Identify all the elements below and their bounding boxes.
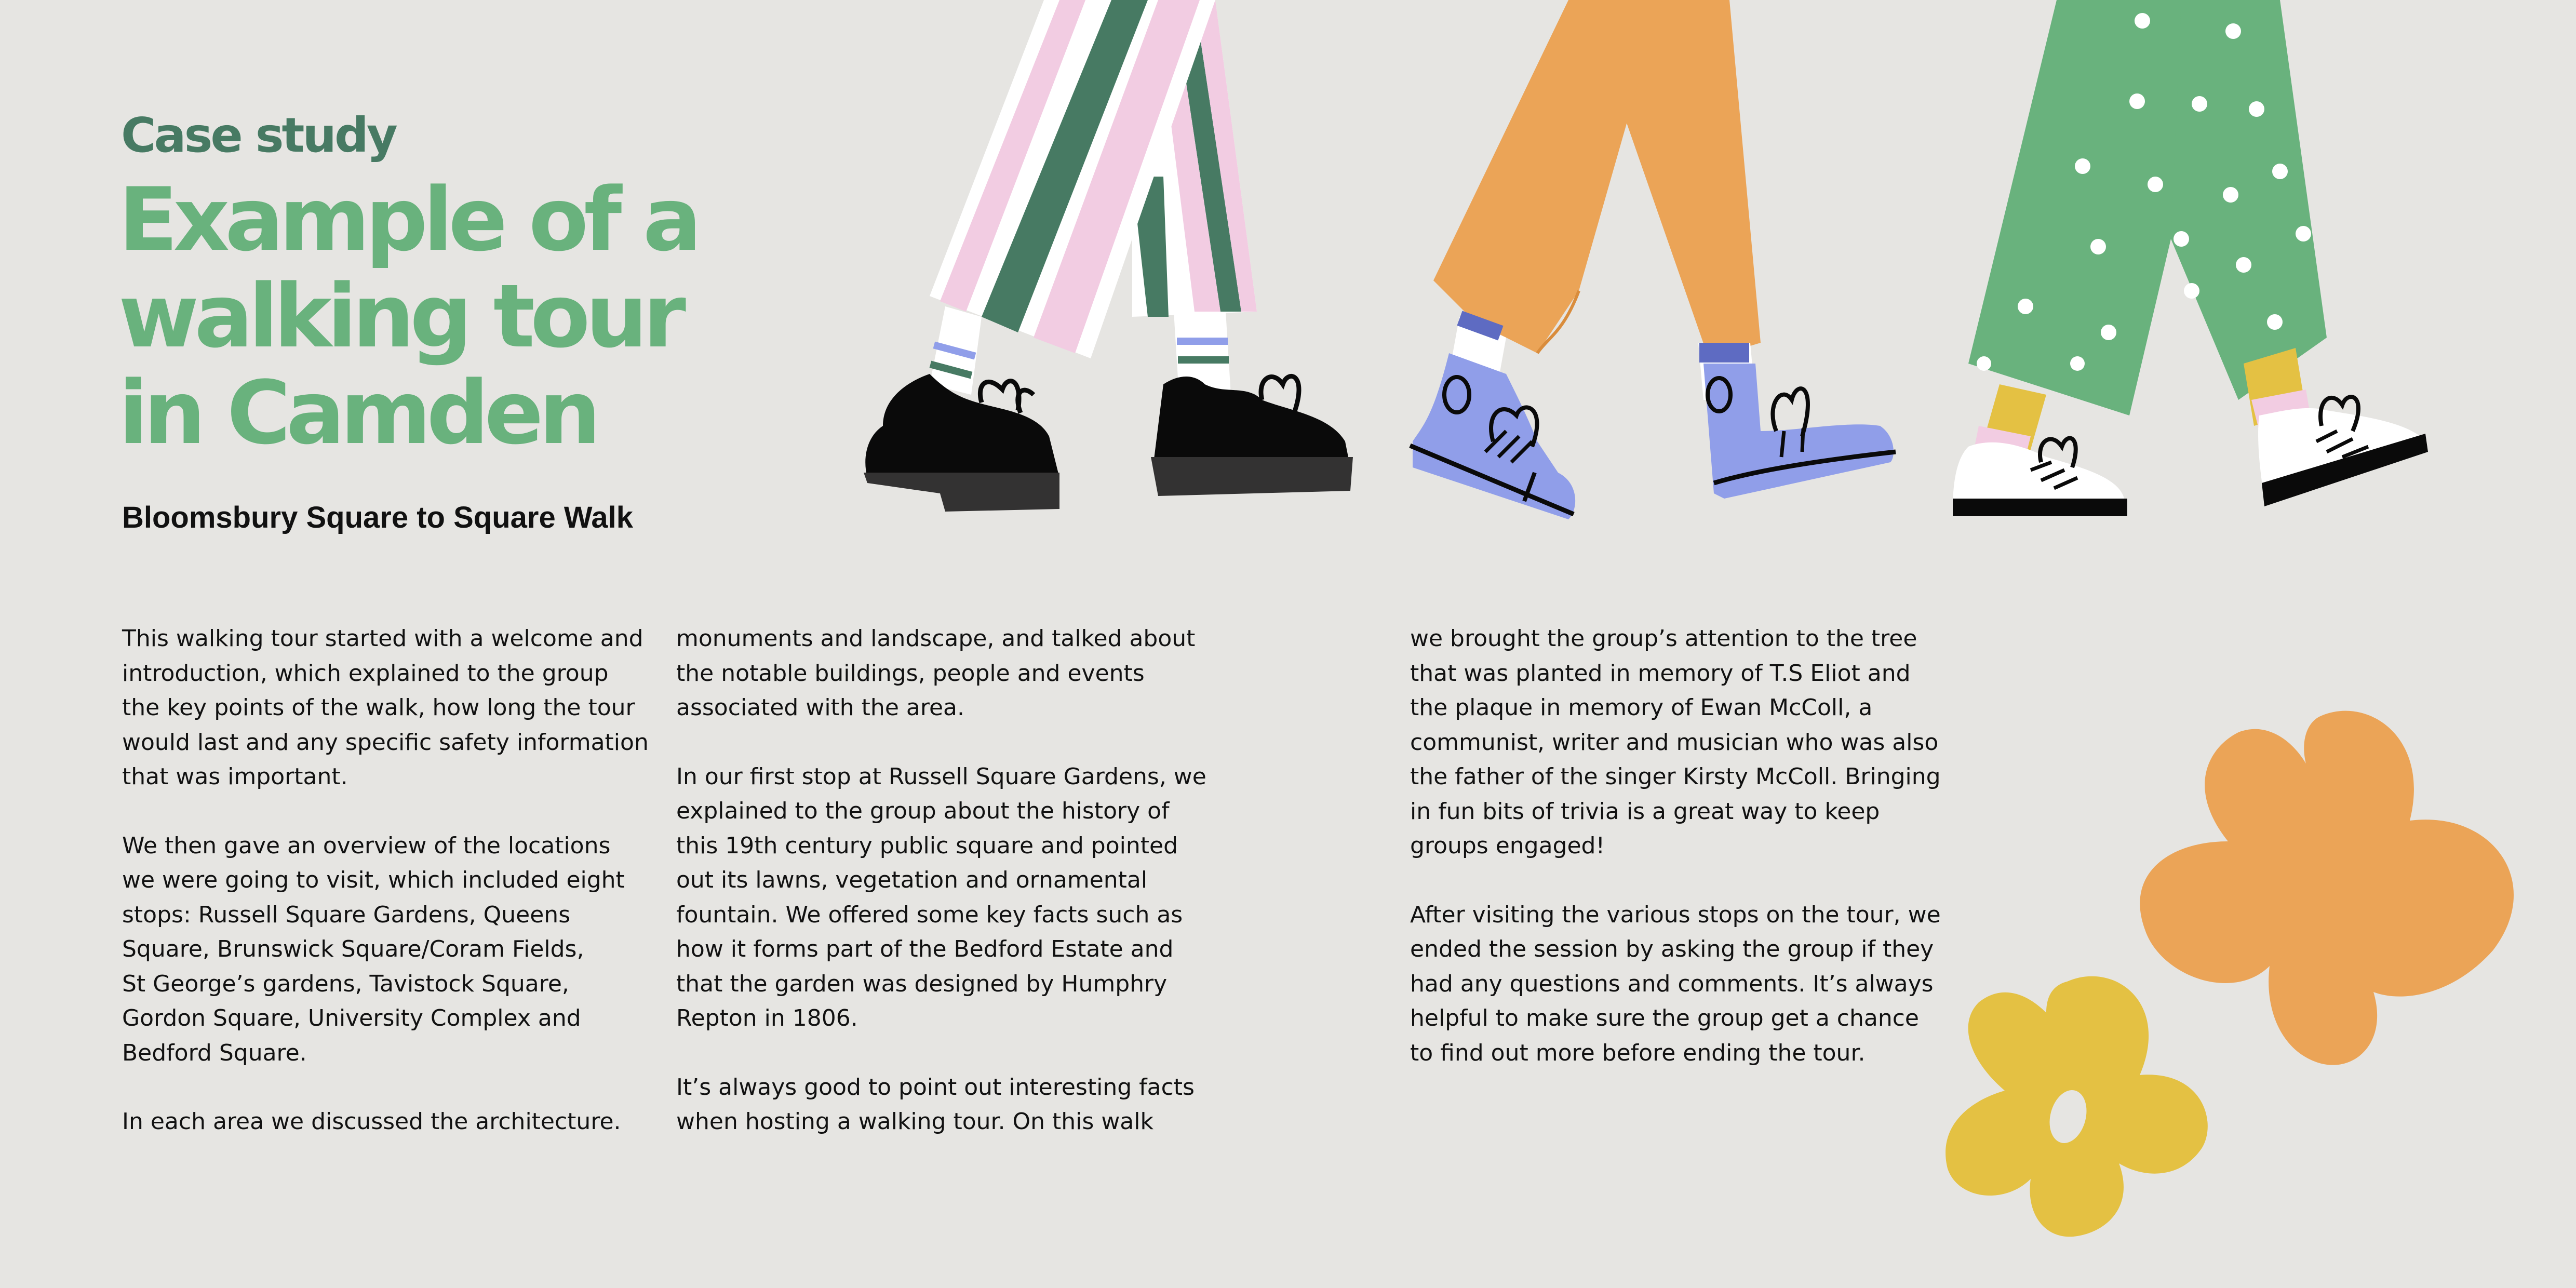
text-line: in fun bits of trivia is a great way to keep — [1410, 798, 1880, 825]
paragraph — [122, 829, 649, 1071]
text-line: helpful to make sure the group get a chance — [1410, 1005, 1919, 1031]
orange-flower-illustration — [2140, 711, 2514, 1065]
text-line: associated with the area. — [676, 694, 964, 721]
paragraph — [676, 622, 1206, 726]
lavender-boot-right — [1703, 364, 1896, 499]
title-line: in Camden — [118, 362, 597, 464]
black-shoe-right — [1151, 376, 1353, 496]
text-line: the key points of the walk, how long the tour — [122, 694, 635, 721]
text-line: fountain. We offered some key facts such as — [676, 901, 1183, 928]
text-line: explained to the group about the history of — [676, 798, 1170, 824]
paragraph — [1410, 622, 1941, 864]
text-line: to find out more before ending the tour. — [1410, 1039, 1866, 1066]
striped-trousers-walker-illustration — [864, 0, 1353, 512]
text-line: Repton in 1806. — [676, 1005, 858, 1031]
text-line: this 19th century public square and pointed — [676, 832, 1178, 859]
text-line: Gordon Square, University Complex and — [122, 1005, 581, 1031]
text-line: that was planted in memory of T.S Eliot and — [1410, 660, 1911, 687]
text-line: In our first stop at Russell Square Gardens, we — [676, 763, 1206, 790]
black-shoe-left — [864, 374, 1059, 512]
text-line: This walking tour started with a welcome and — [122, 625, 643, 652]
text-line: out its lawns, vegetation and ornamental — [676, 867, 1148, 893]
text-line: that the garden was designed by Humphry — [676, 970, 1168, 997]
title-line: walking tour — [118, 265, 681, 367]
text-line: St George’s gardens, Tavistock Square, — [122, 970, 569, 997]
text-line: monuments and landscape, and talked about — [676, 625, 1196, 652]
text-line: It’s always good to point out interesting facts — [676, 1074, 1195, 1101]
paragraph — [676, 1070, 1206, 1139]
body-column-2 — [676, 622, 1206, 1174]
text-line: groups engaged! — [1410, 833, 1605, 859]
yellow-flower-illustration — [1946, 976, 2208, 1237]
white-sneaker-left — [1953, 438, 2127, 516]
page-title — [118, 169, 804, 464]
text-line: that was important. — [122, 763, 348, 790]
text-line: stops: Russell Square Gardens, Queens — [122, 901, 571, 928]
case-study-label: Case study — [121, 108, 396, 163]
text-line: had any questions and comments. It’s always — [1410, 970, 1934, 997]
text-line: Bedford Square. — [122, 1039, 307, 1066]
lavender-boot-left — [1410, 353, 1575, 519]
paragraph — [122, 622, 649, 795]
text-line: communist, writer and musician who was also — [1410, 729, 1939, 756]
white-sneaker-right — [2258, 397, 2428, 506]
title-line: Example of a — [118, 169, 697, 271]
text-line: ended the session by asking the group if they — [1410, 936, 1934, 962]
text-line: In each area we discussed the architecture. — [122, 1108, 621, 1135]
orange-trousers-walker-illustration — [1410, 0, 1896, 519]
text-line: the father of the singer Kirsty McColl. Bringing — [1410, 763, 1941, 790]
text-line: we were going to visit, which included eight — [122, 867, 625, 893]
text-line: After visiting the various stops on the tour, we — [1410, 901, 1941, 928]
text-line: the plaque in memory of Ewan McColl, a — [1410, 694, 1873, 721]
route-subtitle: Bloomsbury Square to Square Walk — [122, 501, 634, 534]
text-line: how it forms part of the Bedford Estate and — [676, 936, 1174, 962]
text-line: when hosting a walking tour. On this walk — [676, 1108, 1153, 1135]
paragraph — [122, 1105, 649, 1139]
text-line: Square, Brunswick Square/Coram Fields, — [122, 936, 584, 962]
text-line: We then gave an overview of the locations — [122, 832, 611, 859]
body-column-1 — [122, 622, 649, 1174]
body-column-3 — [1410, 622, 1941, 1105]
paragraph — [1410, 898, 1941, 1071]
text-line: would last and any specific safety information — [122, 729, 649, 756]
paragraph — [676, 760, 1206, 1036]
polka-dot-trousers-walker-illustration — [1953, 0, 2428, 516]
text-line: introduction, which explained to the group — [122, 660, 609, 687]
text-line: we brought the group’s attention to the tree — [1410, 625, 1917, 652]
text-line: the notable buildings, people and events — [676, 660, 1145, 687]
